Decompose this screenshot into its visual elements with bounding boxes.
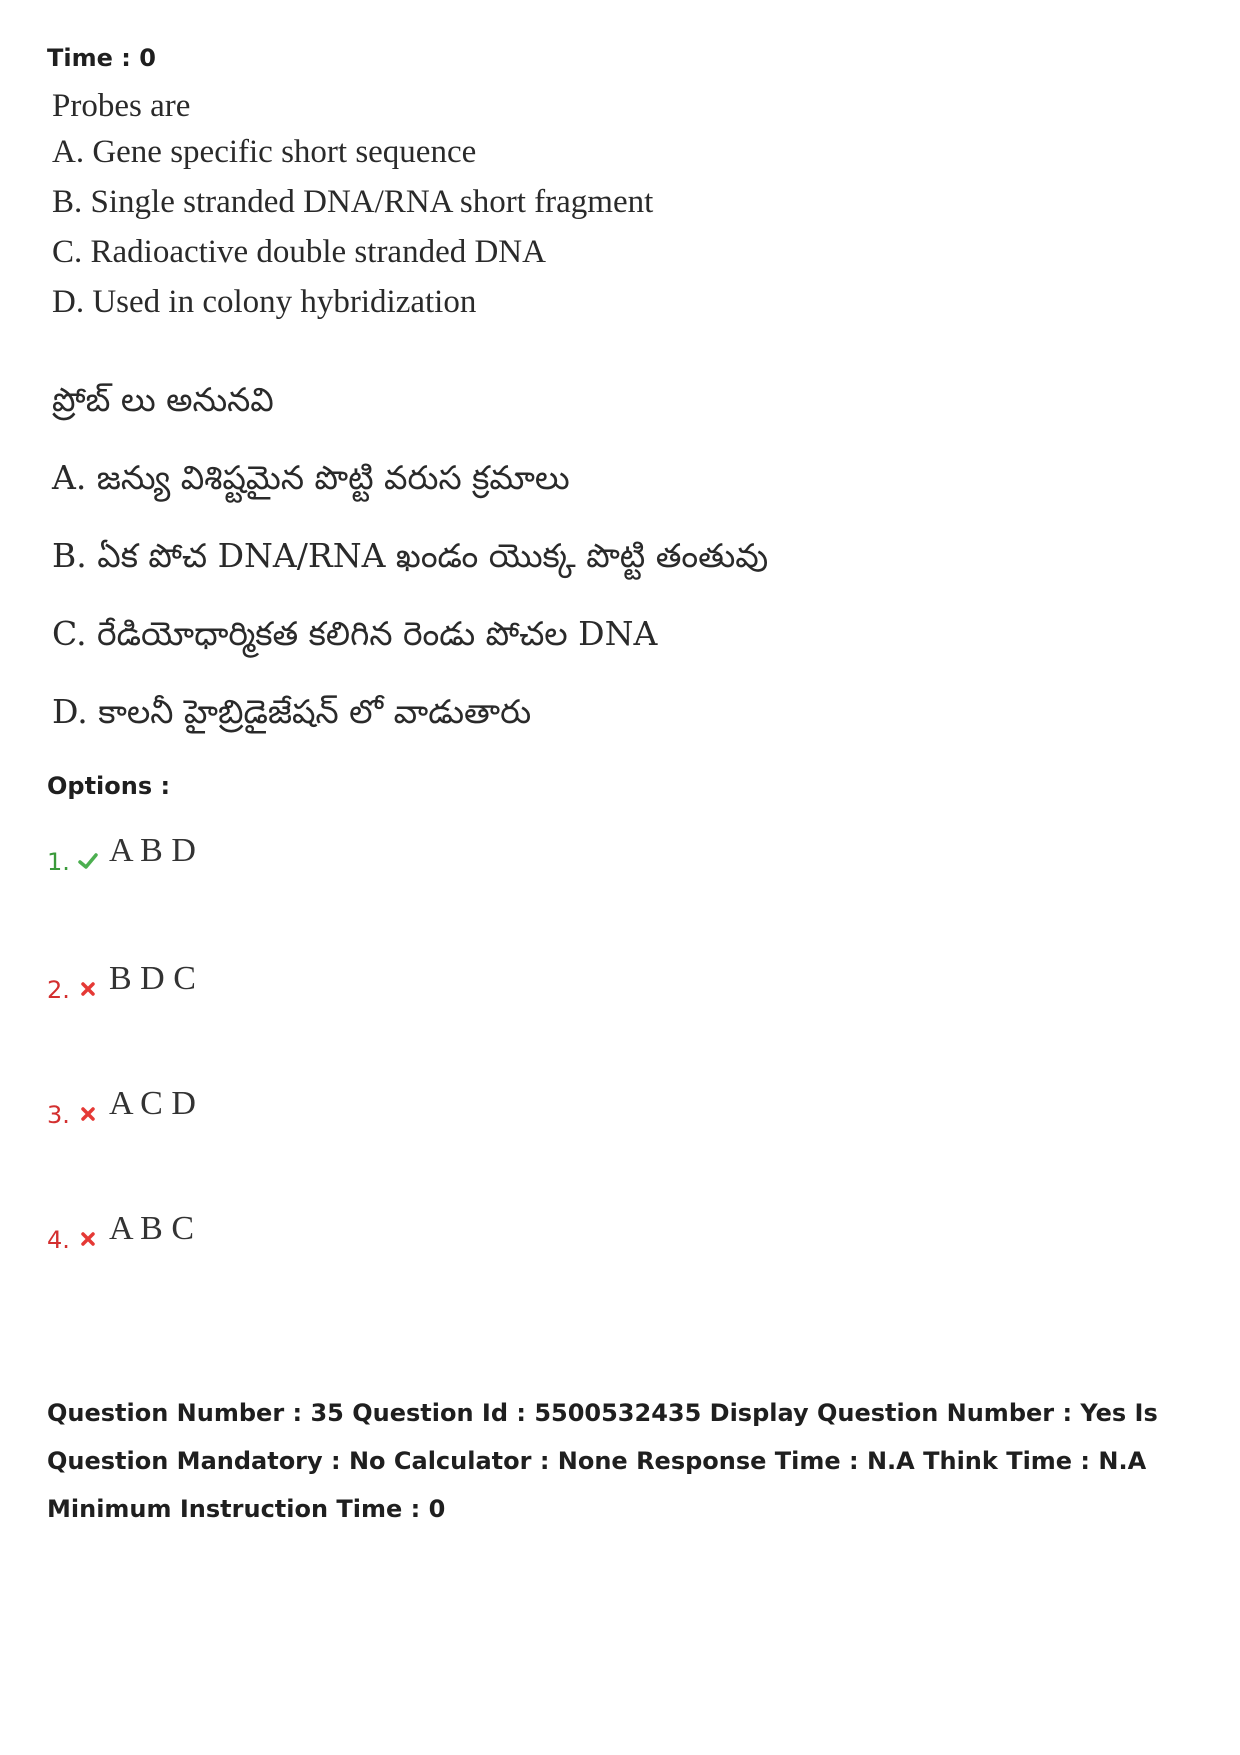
option-text: B D C bbox=[109, 960, 196, 997]
statement-d: D. Used in colony hybridization bbox=[52, 284, 477, 320]
question-metadata: Question Number : 35 Question Id : 5500532435 Display Question Number : Yes Is Question Mandatory : No Calculator : None Response Time : N.A Think Time : N.A Minimum Instruction Time : 0 bbox=[47, 1399, 1158, 1523]
check-icon bbox=[77, 850, 99, 872]
option-text: A B D bbox=[109, 832, 196, 869]
option-number: 3. bbox=[47, 1101, 70, 1129]
statement-a-telugu: A. జన్యు విశిష్టమైన పొట్టి వరుస క్రమాలు bbox=[52, 458, 570, 497]
options-label: Options : bbox=[47, 772, 171, 800]
question-stem-telugu: ప్రోబ్ లు అనునవి bbox=[52, 380, 274, 419]
statement-b-telugu: B. ఏక పోచ DNA/RNA ఖండం యొక్క పొట్టి తంతువు bbox=[52, 536, 769, 575]
statement-b: B. Single stranded DNA/RNA short fragment bbox=[52, 184, 654, 220]
statement-c: C. Radioactive double stranded DNA bbox=[52, 234, 546, 270]
option-number: 4. bbox=[47, 1226, 70, 1254]
option-text: A B C bbox=[109, 1210, 195, 1247]
statement-c-telugu: C. రేడియోధార్మికత కలిగిన రెండు పోచల DNA bbox=[52, 614, 658, 653]
cross-icon bbox=[77, 978, 99, 1000]
cross-icon bbox=[77, 1103, 99, 1125]
option-number: 1. bbox=[47, 848, 70, 876]
cross-icon bbox=[77, 1228, 99, 1250]
statement-d-telugu: D. కాలనీ హైబ్రిడైజేషన్ లో వాడుతారు bbox=[52, 692, 532, 731]
time-label: Time : 0 bbox=[47, 44, 156, 72]
question-stem: Probes are bbox=[52, 88, 191, 124]
option-text: A C D bbox=[109, 1085, 196, 1122]
option-number: 2. bbox=[47, 976, 70, 1004]
statement-a: A. Gene specific short sequence bbox=[52, 134, 477, 170]
